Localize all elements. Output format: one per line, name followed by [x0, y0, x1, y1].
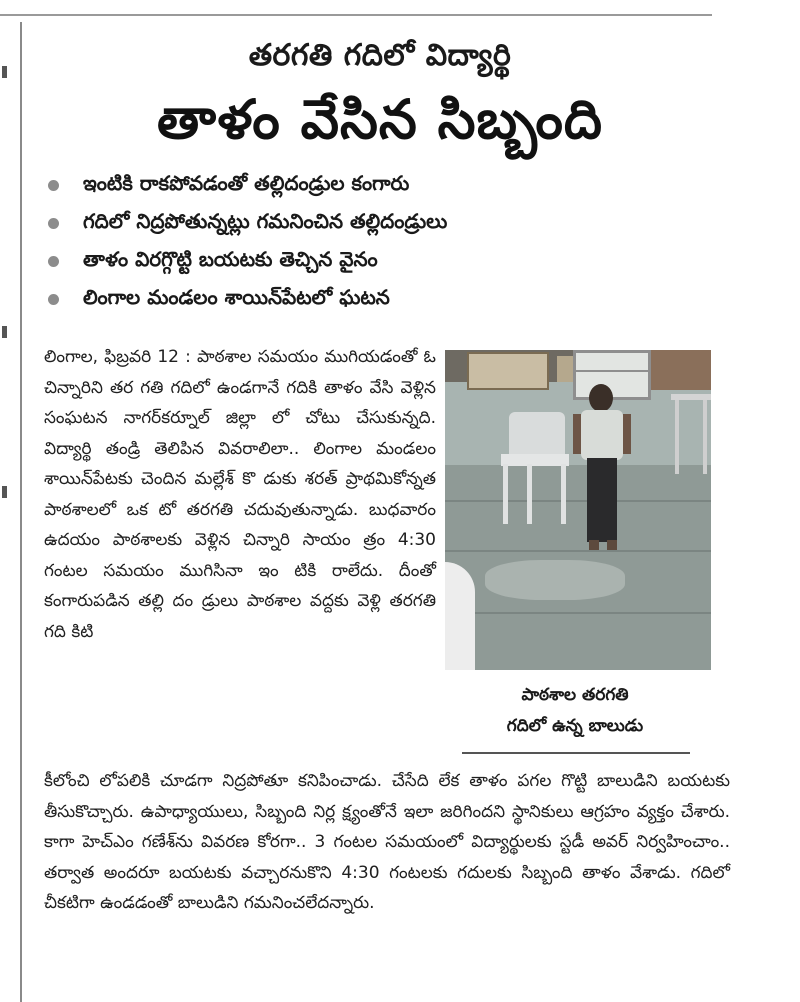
photo-caption	[461, 680, 689, 742]
article-body-top: లింగాల, ఫిబ్రవరి 12 : పాఠశాల సమయం ముగియడంతో ఓ చిన్నారిని తర గతి గదిలో ఉండగానే గదికి తాళం వేసి వెళ్లిన సంఘటన నాగర్‌కర్నూల్ జిల్లా లో చోటు చేసుకున్నది. విద్యార్థి తండ్రి తెలిపిన వివరాలిలా.. లింగాల మండలం శాయిన్‌పేటకు చెందిన మల్లేశ్ కొ డుకు శరత్ ప్రాథమికోన్నత పాఠశాలలో ఒక టో తరగతి చదువుతున్నాడు. బుధవారం ఉదయం పాఠశాలకు వెళ్లిన చిన్నారి సాయం త్రం 4:30 గంటల సమయం ముగిసినా ఇం టికి రాలేదు. దీంతో కంగారుపడిన తల్లి దం డ్రులు పాఠశాల వద్దకు వెళ్లి తరగతి గది కిటి	[44, 347, 436, 642]
photo-caption-line: పాఠశాల తరగతి	[521, 685, 629, 705]
article-headline: తాళం వేసిన సిబ్బంది	[156, 88, 603, 151]
edge-mark	[2, 486, 7, 498]
article-body-bottom: కీలోంచి లోపలికి చూడగా నిద్రపోతూ కనిపించాడు. చేసేది లేక తాళం పగల గొట్టి బాలుడిని బయటకు తీసుకొచ్చారు. ఉపాధ్యాయులు, సిబ్బంది నిర్ల క్ష్యంతోనే ఇలా జరిగిందని స్థానికులు ఆగ్రహం వ్యక్తం చేశారు. కాగా హెచ్‌ఎం గణేశ్‌ను వివరణ కోరగా.. 3 గంటల సమయంలో విద్యార్థులకు స్టడీ అవర్ నిర్వహించాం.. తర్వాత అందరూ బయటకు వచ్చారనుకొని 4:30 గంటలకు గదులకు సిబ్బంది తాళం వేశాడు. గదిలో చీకటిగా ఉండడంతో బాలుడిని గమనించలేదన్నారు.	[44, 771, 730, 913]
highlight-item	[48, 242, 728, 280]
article-kicker: తరగతి గదిలో విద్యార్థి	[248, 38, 512, 73]
classroom-photo	[445, 350, 711, 670]
bullet-dot-icon	[48, 256, 59, 267]
highlight-text: లింగాల మండలం శాయిన్‌పేటలో ఘటన	[83, 284, 390, 309]
edge-mark	[2, 326, 7, 338]
highlight-text: ఇంటికి రాకపోవడంతో తల్లిదండ్రుల కంగారు	[83, 170, 410, 195]
photo-caption-line: గదిలో ఉన్న బాలుడు	[506, 716, 644, 736]
bullet-dot-icon	[48, 218, 59, 229]
highlight-item	[48, 166, 728, 204]
highlights-list	[48, 166, 728, 318]
highlight-text: తాళం విరగ్గొట్టి బయటకు తెచ్చిన వైనం	[83, 246, 378, 271]
highlight-item	[48, 280, 728, 318]
column-divider	[20, 22, 22, 1002]
caption-rule	[462, 752, 690, 754]
edge-mark	[2, 66, 7, 78]
highlight-item	[48, 204, 728, 242]
bullet-dot-icon	[48, 180, 59, 191]
top-rule	[0, 14, 712, 16]
bullet-dot-icon	[48, 294, 59, 305]
highlight-text: గదిలో నిద్రపోతున్నట్లు గమనించిన తల్లిదండ్రులు	[83, 208, 448, 233]
